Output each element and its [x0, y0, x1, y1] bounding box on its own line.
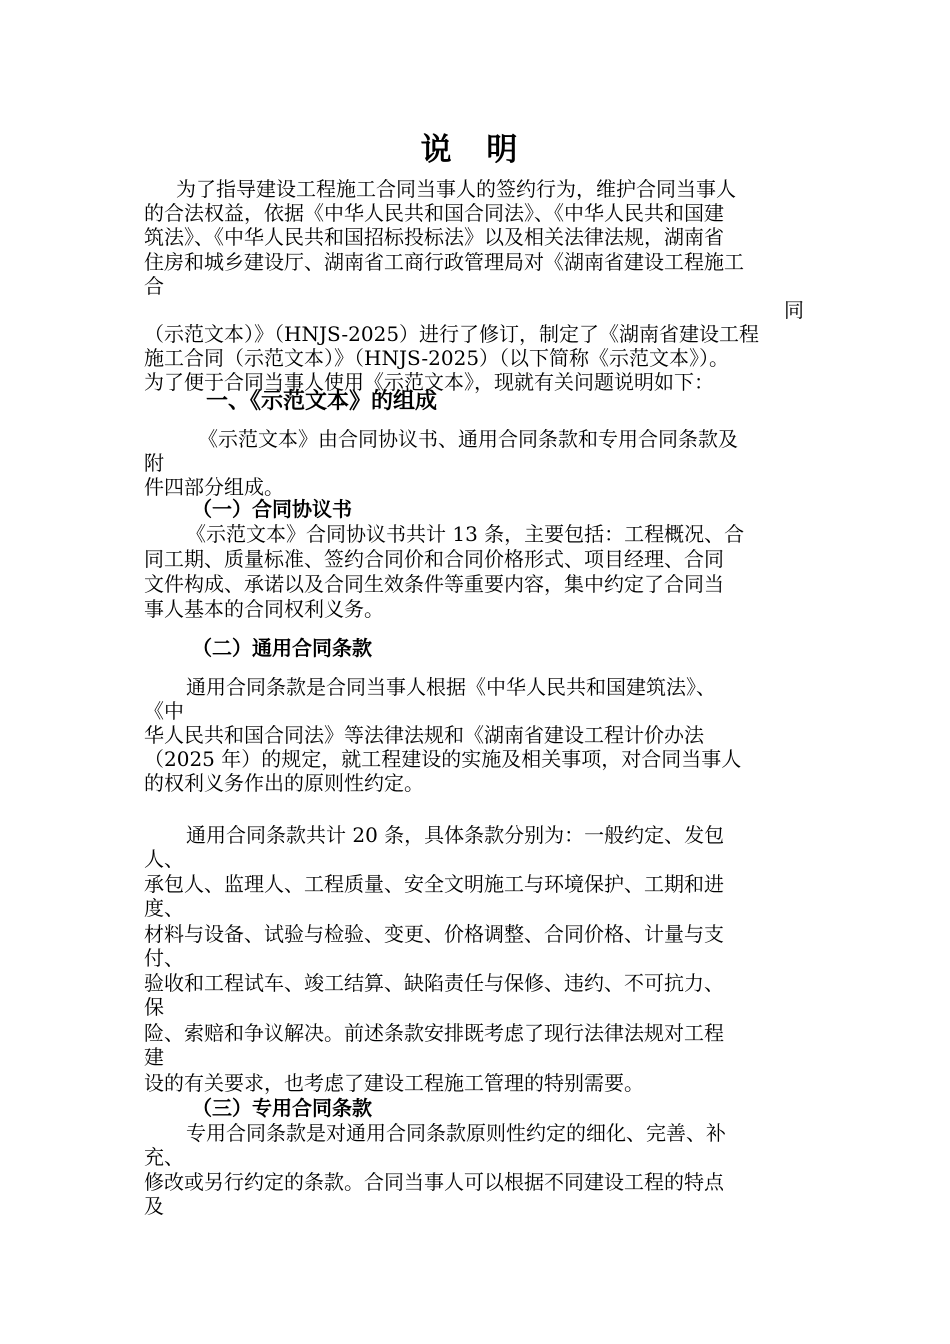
intro-line: 合 [144, 274, 164, 298]
subsection-heading: （二）通用合同条款 [192, 636, 372, 660]
subsection-line: 专用合同条款是对通用合同条款原则性约定的细化、完善、补 [186, 1121, 726, 1145]
subsection-line: 度、 [144, 896, 184, 920]
subsection-line: 材料与设备、试验与检验、变更、价格调整、合同价格、计量与支 [144, 922, 724, 946]
intro-line: 为了便于合同当事人使用《示范文本》，现就有关问题说明如下： [144, 370, 714, 394]
subsection-line: 付、 [144, 946, 184, 970]
subsection-line: 及 [144, 1194, 164, 1218]
subsection-line: 的权利义务作出的原则性约定。 [144, 771, 424, 795]
subsection-heading: （一）合同协议书 [192, 497, 352, 521]
page-title: 说 明 [420, 132, 530, 168]
section-heading: 一、《示范文本》的组成 [206, 388, 438, 414]
subsection-line: 文件构成、承诺以及合同生效条件等重要内容，集中约定了合同当 [144, 572, 724, 596]
subsection-line: 承包人、监理人、工程质量、安全文明施工与环境保护、工期和进 [144, 872, 724, 896]
intro-line: （示范文本）》（HNJS-2025）进行了修订，制定了《湖南省建设工程 [144, 322, 760, 346]
subsection-line: 险、索赔和争议解决。前述条款安排既考虑了现行法律法规对工程 [144, 1021, 724, 1045]
subsection-line: 保 [144, 995, 164, 1019]
intro-line: 为了指导建设工程施工合同当事人的签约行为，维护合同当事人 [176, 177, 736, 201]
intro-line: 的合法权益，依据《中华人民共和国合同法》、《中华人民共和国建 [144, 201, 724, 225]
intro-line: 同 [784, 298, 804, 322]
subsection-line: 充、 [144, 1145, 184, 1169]
section-line: 《示范文本》由合同协议书、通用合同条款和专用合同条款及 [198, 427, 738, 451]
subsection-line: 华人民共和国合同法》等法律法规和《湖南省建设工程计价办法 [144, 723, 704, 747]
subsection-heading: （三）专用合同条款 [192, 1096, 372, 1120]
subsection-line: 同工期、质量标准、签约合同价和合同价格形式、项目经理、合同 [144, 547, 724, 571]
subsection-line: 事人基本的合同权利义务。 [144, 597, 384, 621]
section-line: 件四部分组成。 [144, 475, 284, 499]
section-line: 附 [144, 451, 164, 475]
subsection-line: 设的有关要求，也考虑了建设工程施工管理的特别需要。 [144, 1071, 644, 1095]
subsection-line: 人、 [144, 847, 184, 871]
subsection-line: 通用合同条款共计 20 条，具体条款分别为：一般约定、发包 [186, 823, 725, 847]
subsection-line: 建 [144, 1045, 164, 1069]
subsection-line: 《中 [144, 699, 184, 723]
subsection-line: 通用合同条款是合同当事人根据《中华人民共和国建筑法》、 [186, 675, 716, 699]
subsection-line: 修改或另行约定的条款。合同当事人可以根据不同建设工程的特点 [144, 1170, 724, 1194]
intro-line: 筑法》、《中华人民共和国招标投标法》以及相关法律法规，湖南省 [144, 225, 724, 249]
subsection-line: （2025 年）的规定，就工程建设的实施及相关事项，对合同当事人 [144, 747, 742, 771]
subsection-line: 《示范文本》合同协议书共计 13 条，主要包括：工程概况、合 [186, 522, 745, 546]
subsection-line: 验收和工程试车、竣工结算、缺陷责任与保修、违约、不可抗力、 [144, 971, 724, 995]
intro-line: 住房和城乡建设厅、湖南省工商行政管理局对《湖南省建设工程施工 [144, 250, 744, 274]
intro-line: 施工合同（示范文本）》（HNJS-2025）（以下简称《示范文本》）。 [144, 346, 730, 370]
